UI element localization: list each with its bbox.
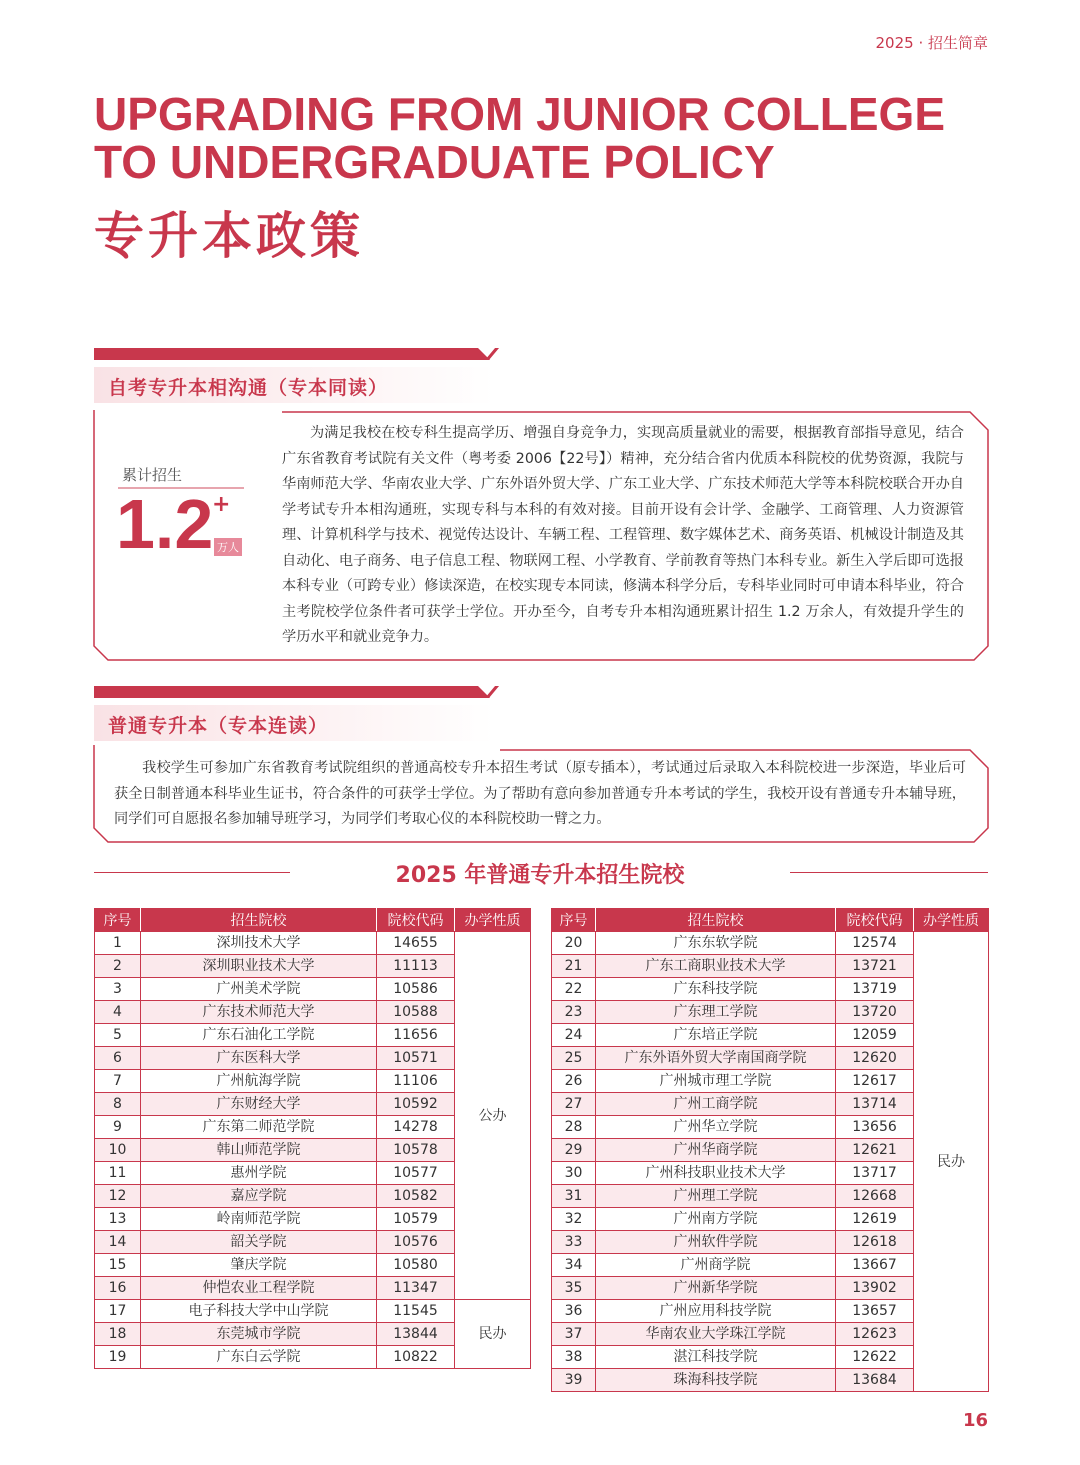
school-code: 13714 [836, 1093, 914, 1116]
school-name: 仲恺农业工程学院 [141, 1277, 377, 1300]
row-index: 17 [95, 1300, 141, 1323]
schools-table-left [94, 908, 531, 1369]
school-code: 13721 [836, 955, 914, 978]
row-index: 33 [552, 1231, 596, 1254]
school-code: 10592 [377, 1093, 455, 1116]
row-index: 38 [552, 1346, 596, 1369]
row-index: 22 [552, 978, 596, 1001]
school-code: 13684 [836, 1369, 914, 1392]
row-index: 18 [95, 1323, 141, 1346]
row-index: 23 [552, 1001, 596, 1024]
school-name: 广东培正学院 [596, 1024, 836, 1047]
school-code: 13720 [836, 1001, 914, 1024]
header-index: 序号 [95, 909, 141, 932]
school-code: 13656 [836, 1116, 914, 1139]
row-index: 1 [95, 932, 141, 955]
school-code: 10822 [377, 1346, 455, 1369]
stat-value: 1.2 [116, 485, 214, 563]
row-index: 35 [552, 1277, 596, 1300]
row-index: 29 [552, 1139, 596, 1162]
school-name: 广东石油化工学院 [141, 1024, 377, 1047]
school-code: 11347 [377, 1277, 455, 1300]
page-number: 16 [962, 1410, 988, 1431]
school-name: 深圳职业技术大学 [141, 955, 377, 978]
stat-plus: + [212, 492, 231, 517]
school-name: 电子科技大学中山学院 [141, 1300, 377, 1323]
header-school: 招生院校 [596, 909, 836, 932]
row-index: 7 [95, 1070, 141, 1093]
row-index: 3 [95, 978, 141, 1001]
row-index: 20 [552, 932, 596, 955]
school-code: 10576 [377, 1231, 455, 1254]
school-name: 广州美术学院 [141, 978, 377, 1001]
school-name: 广州航海学院 [141, 1070, 377, 1093]
school-code: 13844 [377, 1323, 455, 1346]
school-name: 广东白云学院 [141, 1346, 377, 1369]
section1-text: 为满足我校在校专科生提高学历、增强自身竞争力，实现高质量就业的需要，根据教育部指导意见，结合广东省教育考试院有关文件（粤考委 2006【22号】）精神，充分结合省内优质本科院校的优势资源，我院与华南师范大学、华南农业大学、广东外语外贸大学、广东工业大学、广东技术师范大学等本科院校联合开办自学考试专升本相沟通班，实现专科与本科的有效对接。目前开设有会计学、金融学、工商管理、人力资源管理、计算机科学与技术、视觉传达设计、车辆工程、工程管理、数字媒体艺术、商务英语、机械设计制造及其自动化、电子商务、电子信息工程、物联网工程、小学教育、学前教育等热门本科专业。新生入学后即可选报本科专业（可跨专业）修读深造，在校实现专本同读，修满本科学分后，专科毕业同时可申请本科毕业，符合主考院校学位条件者可获学士学位。开办至今，自考专升本相沟通班累计招生 1.2 万余人，有效提升学生的学历水平和就业竞争力。 [282, 425, 964, 645]
school-code: 13717 [836, 1162, 914, 1185]
row-index: 16 [95, 1277, 141, 1300]
row-index: 26 [552, 1070, 596, 1093]
school-name: 岭南师范学院 [141, 1208, 377, 1231]
table-row [95, 932, 531, 955]
school-name: 深圳技术大学 [141, 932, 377, 955]
school-code: 12617 [836, 1070, 914, 1093]
school-name: 广东第二师范学院 [141, 1116, 377, 1139]
school-code: 10579 [377, 1208, 455, 1231]
row-index: 37 [552, 1323, 596, 1346]
row-index: 19 [95, 1346, 141, 1369]
school-name: 华南农业大学珠江学院 [596, 1323, 836, 1346]
row-index: 24 [552, 1024, 596, 1047]
school-name: 广州南方学院 [596, 1208, 836, 1231]
school-name: 韩山师范学院 [141, 1139, 377, 1162]
section2-text: 我校学生可参加广东省教育考试院组织的普通高校专升本招生考试（原专插本），考试通过后录取入本科院校进一步深造，毕业后可获全日制普通本科毕业生证书，符合条件的可获学士学位。为了帮助有意向参加普通专升本考试的学生，我校开设有普通专升本辅导班，同学们可自愿报名参加辅导班学习，为同学们考取心仪的本科院校助一臂之力。 [114, 760, 966, 827]
school-code: 11106 [377, 1070, 455, 1093]
school-name: 珠海科技学院 [596, 1369, 836, 1392]
school-code: 11656 [377, 1024, 455, 1047]
row-index: 13 [95, 1208, 141, 1231]
school-name: 广州华商学院 [596, 1139, 836, 1162]
table-row [552, 932, 989, 955]
row-index: 31 [552, 1185, 596, 1208]
school-name: 东莞城市学院 [141, 1323, 377, 1346]
section2-heading: 普通专升本（专本连读） [108, 715, 329, 737]
school-name: 广州软件学院 [596, 1231, 836, 1254]
row-index: 14 [95, 1231, 141, 1254]
header-code: 院校代码 [836, 909, 914, 932]
row-index: 36 [552, 1300, 596, 1323]
school-code: 10586 [377, 978, 455, 1001]
row-index: 10 [95, 1139, 141, 1162]
row-index: 2 [95, 955, 141, 978]
row-index: 28 [552, 1116, 596, 1139]
row-index: 5 [95, 1024, 141, 1047]
row-index: 6 [95, 1047, 141, 1070]
school-nature-private: 民办 [455, 1300, 531, 1369]
title-en-line1: UPGRADING FROM JUNIOR COLLEGE [94, 88, 946, 140]
school-name: 肇庆学院 [141, 1254, 377, 1277]
school-code: 10580 [377, 1254, 455, 1277]
school-name: 广东财经大学 [141, 1093, 377, 1116]
section2-heading-band [94, 705, 494, 741]
school-name: 广东科技学院 [596, 978, 836, 1001]
school-name: 广东理工学院 [596, 1001, 836, 1024]
school-code: 10588 [377, 1001, 455, 1024]
school-name: 湛江科技学院 [596, 1346, 836, 1369]
header-school: 招生院校 [141, 909, 377, 932]
row-index: 8 [95, 1093, 141, 1116]
row-index: 15 [95, 1254, 141, 1277]
school-name: 广东医科大学 [141, 1047, 377, 1070]
row-index: 27 [552, 1093, 596, 1116]
row-index: 12 [95, 1185, 141, 1208]
table-header-row [552, 909, 989, 932]
school-name: 嘉应学院 [141, 1185, 377, 1208]
school-nature-public: 公办 [455, 932, 531, 1300]
school-code: 11113 [377, 955, 455, 978]
title-en-line2: TO UNDERGRADUATE POLICY [94, 136, 775, 188]
school-code: 10571 [377, 1047, 455, 1070]
school-code: 14278 [377, 1116, 455, 1139]
stat-unit-badge: 万人 [214, 538, 242, 556]
table-row [95, 1300, 531, 1323]
page-title-chinese: 专升本政策 [94, 207, 364, 265]
school-code: 12621 [836, 1139, 914, 1162]
school-code: 12574 [836, 932, 914, 955]
row-index: 4 [95, 1001, 141, 1024]
school-code: 11545 [377, 1300, 455, 1323]
school-name: 广州商学院 [596, 1254, 836, 1277]
school-code: 12059 [836, 1024, 914, 1047]
table-header-row [95, 909, 531, 932]
school-name: 广州工商学院 [596, 1093, 836, 1116]
row-index: 9 [95, 1116, 141, 1139]
school-code: 14655 [377, 932, 455, 955]
row-index: 34 [552, 1254, 596, 1277]
header-nature: 办学性质 [455, 909, 531, 932]
school-name: 广州新华学院 [596, 1277, 836, 1300]
school-name: 广东技术师范大学 [141, 1001, 377, 1024]
school-name: 广州科技职业技术大学 [596, 1162, 836, 1185]
header-nature: 办学性质 [914, 909, 989, 932]
school-code: 13657 [836, 1300, 914, 1323]
school-code: 12618 [836, 1231, 914, 1254]
school-code: 13719 [836, 978, 914, 1001]
school-code: 12619 [836, 1208, 914, 1231]
header-index: 序号 [552, 909, 596, 932]
school-name: 广州华立学院 [596, 1116, 836, 1139]
row-index: 39 [552, 1369, 596, 1392]
row-index: 11 [95, 1162, 141, 1185]
school-code: 12622 [836, 1346, 914, 1369]
school-name: 广东东软学院 [596, 932, 836, 955]
school-code: 12620 [836, 1047, 914, 1070]
school-code: 13902 [836, 1277, 914, 1300]
schools-table-right [551, 908, 989, 1392]
brochure-tag: 2025 · 招生简章 [875, 34, 988, 52]
school-name: 广东外语外贸大学南国商学院 [596, 1047, 836, 1070]
school-name: 韶关学院 [141, 1231, 377, 1254]
section1-paragraph [282, 421, 964, 651]
section2-top-bar [94, 686, 478, 698]
section2-paragraph [114, 756, 966, 833]
school-nature-private: 民办 [914, 932, 989, 1392]
school-code: 13667 [836, 1254, 914, 1277]
school-code: 12623 [836, 1323, 914, 1346]
section1-heading: 自考专升本相沟通（专本同读） [108, 377, 389, 399]
school-code: 10582 [377, 1185, 455, 1208]
school-name: 广州理工学院 [596, 1185, 836, 1208]
school-code: 12668 [836, 1185, 914, 1208]
school-name: 广州城市理工学院 [596, 1070, 836, 1093]
school-code: 10578 [377, 1139, 455, 1162]
table-title: 2025 年普通专升本招生院校 [395, 863, 685, 888]
school-name: 广东工商职业技术大学 [596, 955, 836, 978]
row-index: 32 [552, 1208, 596, 1231]
school-code: 10577 [377, 1162, 455, 1185]
school-name: 惠州学院 [141, 1162, 377, 1185]
header-code: 院校代码 [377, 909, 455, 932]
row-index: 25 [552, 1047, 596, 1070]
school-name: 广州应用科技学院 [596, 1300, 836, 1323]
row-index: 21 [552, 955, 596, 978]
row-index: 30 [552, 1162, 596, 1185]
stat-label: 累计招生 [122, 466, 183, 484]
